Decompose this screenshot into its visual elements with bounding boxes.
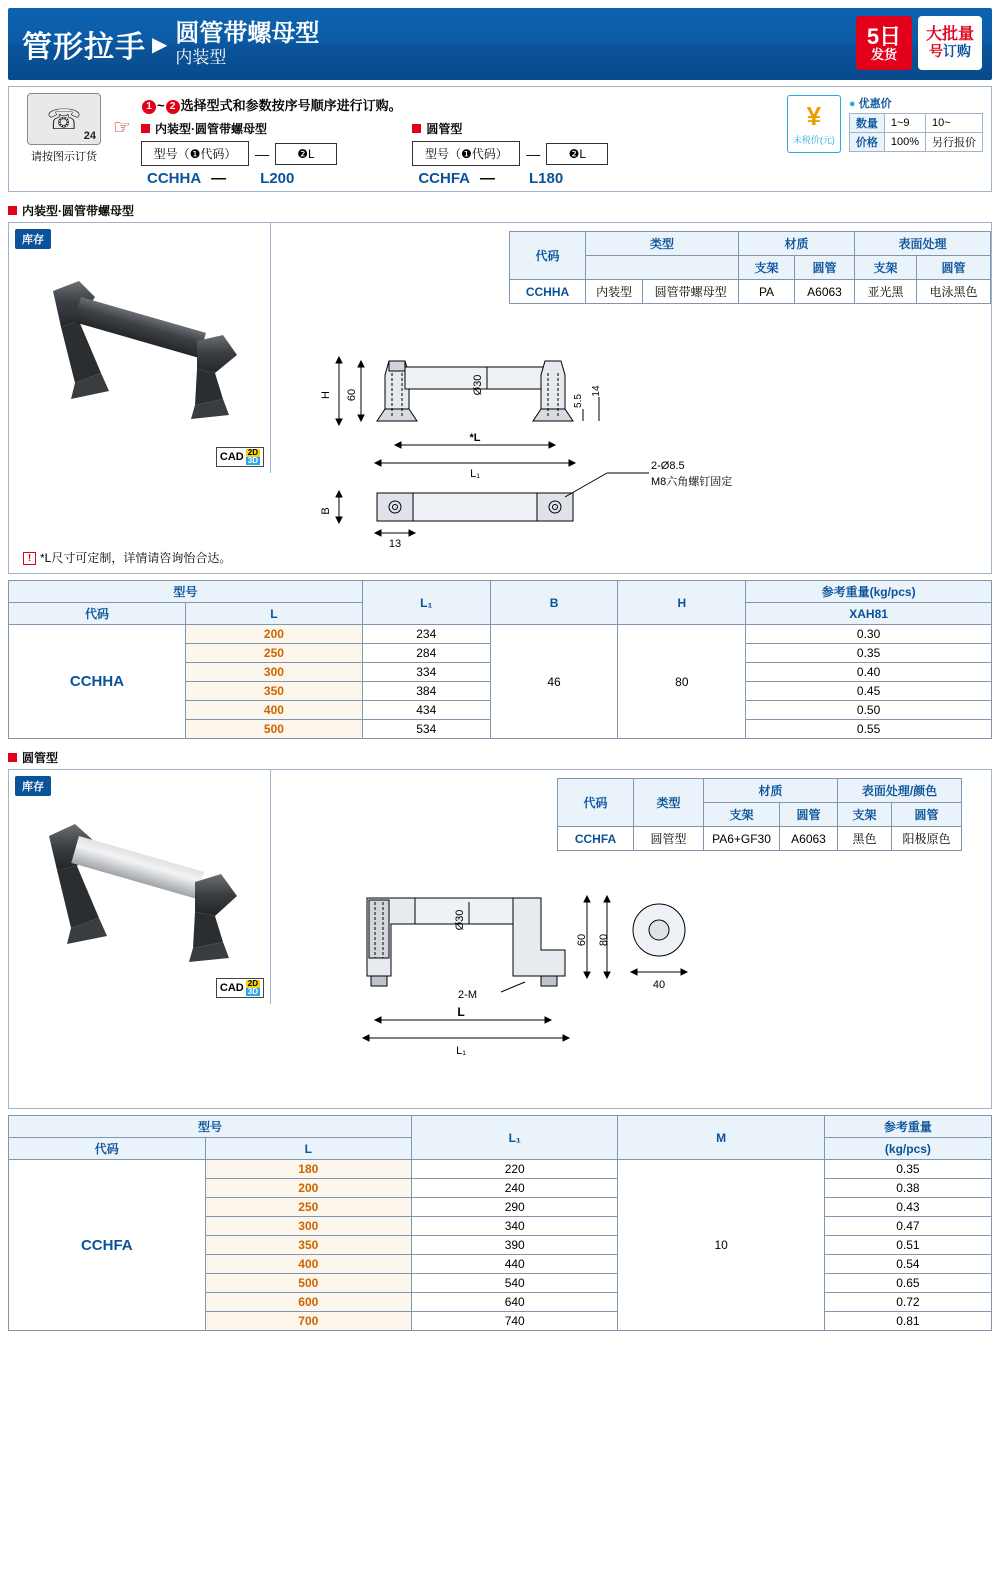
- telephone-icon: ☏ 24: [27, 93, 101, 145]
- order-variant-a: [141, 120, 337, 187]
- t1-h-weight: 参考重量(kg/pcs): [746, 581, 992, 603]
- stock-badge: 库存: [15, 229, 51, 249]
- page-title: 管形拉手: [22, 31, 146, 64]
- dim-L1: L₁: [470, 468, 480, 480]
- t2-r0-L: 180: [205, 1160, 411, 1179]
- t1-r0-w: 0.30: [746, 625, 992, 644]
- t2-M: 10: [618, 1160, 824, 1331]
- variant-a-title-text: 内装型·圆管带螺母型: [155, 122, 267, 136]
- product-photo-tube-type: [9, 770, 269, 1002]
- section-1-label: [8, 202, 992, 219]
- t2-r0-w: 0.35: [824, 1160, 991, 1179]
- catalog-page: [0, 8, 1000, 1572]
- t2-h-weight-1: 参考重量: [824, 1116, 991, 1138]
- t2-r1-L1: 240: [412, 1179, 618, 1198]
- spec2-h-type: 类型: [634, 779, 704, 827]
- subtitle-line-2: 内装型: [175, 48, 227, 68]
- price-yen-icon-box: [787, 95, 841, 153]
- t2-r2-w: 0.43: [824, 1198, 991, 1217]
- dim-starL: *L: [469, 432, 481, 444]
- variant-b-length-box[interactable]: ❷L: [546, 143, 608, 165]
- table-row: [9, 625, 992, 644]
- variant-a-length-box[interactable]: ❷L: [275, 143, 337, 165]
- t1-h-model: 型号: [9, 581, 363, 603]
- t2-r6-w: 0.65: [824, 1274, 991, 1293]
- spec2-h-material: 材质: [704, 779, 838, 803]
- badge-days-number: 5日: [866, 23, 902, 49]
- variant-b-example-dash: —: [480, 170, 496, 187]
- cad-2d-label: 2D: [247, 448, 258, 457]
- spec-sur-tube: 电泳黑色: [917, 280, 991, 304]
- t2-r3-L: 300: [205, 1217, 411, 1236]
- cad-format-icons: [246, 980, 260, 996]
- spec2-sur-tube: 阳极原色: [892, 827, 962, 851]
- dim-d30: Ø30: [472, 374, 484, 396]
- spec2-mat-tube: A6063: [780, 827, 838, 851]
- t1-r3-w: 0.45: [746, 682, 992, 701]
- price-row-qty: [849, 114, 982, 133]
- spec-h-code: 代码: [510, 232, 586, 280]
- t1-r5-w: 0.55: [746, 720, 992, 739]
- dim-5p5: 5.5: [573, 394, 584, 408]
- spec-type-2: 圆管带螺母型: [643, 280, 739, 304]
- section-2-label: [8, 749, 992, 766]
- price-table-wrap: [849, 95, 983, 153]
- t1-r1-L1: 284: [362, 644, 490, 663]
- cad-label: CAD: [219, 982, 244, 994]
- price-qty-v2: 10~: [926, 114, 983, 133]
- t2-r6-L1: 540: [412, 1274, 618, 1293]
- t1-r2-L: 300: [185, 663, 362, 682]
- dim-H: H: [320, 391, 332, 399]
- section-2-panel: [8, 769, 992, 1109]
- header-badges: [856, 16, 982, 70]
- spec-h-surface: 表面处理: [855, 232, 991, 256]
- section-1-drawing: [277, 333, 747, 556]
- product-photo-internal-type: [9, 223, 269, 471]
- table2-header-row-1: [9, 1116, 992, 1138]
- section-2-label-text: 圆管型: [22, 751, 59, 765]
- drawing-tube-type: [329, 880, 749, 1080]
- spec2-mat-bracket: PA6+GF30: [704, 827, 780, 851]
- spec-code: CCHHA: [510, 280, 586, 304]
- dim2-80: 80: [598, 933, 610, 947]
- price-qty-v1: 1~9: [884, 114, 925, 133]
- badge-bulk-text: 订购: [943, 43, 971, 60]
- cad-label: CAD: [219, 451, 244, 463]
- yen-symbol: ¥: [806, 100, 822, 131]
- t1-r3-L: 350: [185, 682, 362, 701]
- section-1-panel: [8, 222, 992, 574]
- price-tax-note: 未税价(元): [792, 134, 835, 145]
- t2-r2-L: 250: [205, 1198, 411, 1217]
- badge-bulk-order: [918, 16, 982, 70]
- dimension-table-cchha: [8, 580, 992, 739]
- page-header: [8, 8, 992, 80]
- t2-r8-L1: 740: [412, 1312, 618, 1331]
- badge-bulk-mark: 号: [929, 43, 943, 60]
- spec2-type-1: 圆管型: [634, 827, 704, 851]
- t2-r0-L1: 220: [412, 1160, 618, 1179]
- t2-r7-w: 0.72: [824, 1293, 991, 1312]
- dim2-L: L: [457, 1005, 465, 1019]
- spec-data-row: [510, 280, 991, 304]
- badge-shipping-days: [856, 16, 912, 70]
- t2-r4-w: 0.51: [824, 1236, 991, 1255]
- t1-h-B: B: [490, 581, 618, 625]
- t1-H: 80: [618, 625, 746, 739]
- t2-r8-w: 0.81: [824, 1312, 991, 1331]
- variant-a-example-length: L200: [260, 170, 295, 187]
- t1-r2-w: 0.40: [746, 663, 992, 682]
- order-instructions: [141, 95, 608, 187]
- variant-b-title-text: 圆管型: [426, 122, 463, 136]
- spec-h-bracket-mat: 支架: [739, 256, 795, 280]
- section-1-note: [23, 549, 231, 566]
- t1-r2-L1: 334: [362, 663, 490, 682]
- dim-B: B: [320, 507, 332, 515]
- price-price-label: 价格: [849, 133, 884, 152]
- spec2-h-surface: 表面处理/颜色: [838, 779, 962, 803]
- price-header-text: 优惠价: [858, 98, 892, 110]
- spec2-code: CCHFA: [558, 827, 634, 851]
- t2-r5-L: 400: [205, 1255, 411, 1274]
- spec2-header-row-1: [558, 779, 962, 803]
- badge-bulk-line-1: 大批量: [925, 26, 974, 44]
- t1-r4-L1: 434: [362, 701, 490, 720]
- spec-h-material: 材质: [739, 232, 855, 256]
- variant-a-dash: —: [255, 145, 269, 162]
- price-table: [849, 113, 983, 152]
- section-1-label-text: 内装型·圆管带螺母型: [22, 204, 134, 218]
- t1-h-code: 代码: [9, 603, 186, 625]
- bullet-dot-icon: ●: [848, 98, 856, 110]
- t1-code: CCHHA: [9, 625, 186, 739]
- dim-13: 13: [388, 538, 402, 550]
- price-block: [787, 95, 983, 153]
- spec2-h-code: 代码: [558, 779, 634, 827]
- variant-b-example-code: CCHFA: [418, 170, 471, 187]
- t2-r1-L: 200: [205, 1179, 411, 1198]
- title-arrow-icon: ▶: [152, 33, 168, 56]
- price-price-v2: 另行报价: [926, 133, 983, 152]
- spec2-data-row: [558, 827, 962, 851]
- price-table-header: [849, 95, 983, 111]
- bullet-square-icon: [8, 753, 17, 762]
- spec2-h-tube-sur: 圆管: [892, 803, 962, 827]
- section-1-photo-cell: [9, 223, 271, 473]
- dimension-table-cchfa: [8, 1115, 992, 1331]
- variant-a-model-box[interactable]: 型号（❶代码）: [141, 141, 249, 166]
- t2-h-code: 代码: [9, 1138, 206, 1160]
- cad-3d-label: 3D: [247, 987, 258, 996]
- order-note-text: 选择型式和参数按序号顺序进行订购。: [180, 98, 402, 113]
- badge-bulk-line-2: [929, 44, 971, 59]
- stock-badge: 库存: [15, 776, 51, 796]
- t2-h-L: L: [205, 1138, 411, 1160]
- t1-r4-w: 0.50: [746, 701, 992, 720]
- t2-r8-L: 700: [205, 1312, 411, 1331]
- variant-a-example-dash: —: [211, 170, 227, 187]
- drawing-internal-type: [277, 333, 747, 553]
- price-price-v1: 100%: [884, 133, 925, 152]
- t1-r3-L1: 384: [362, 682, 490, 701]
- variant-a-title: [141, 120, 337, 137]
- t2-h-M: M: [618, 1116, 824, 1160]
- dim2-40: 40: [652, 979, 666, 991]
- spec-mat-tube: A6063: [795, 280, 855, 304]
- variant-b-model-box[interactable]: 型号（❶代码）: [412, 141, 520, 166]
- bullet-square-icon: [412, 124, 421, 133]
- info-icon: !: [23, 552, 36, 565]
- t2-r7-L: 600: [205, 1293, 411, 1312]
- t2-r3-L1: 340: [412, 1217, 618, 1236]
- t1-r1-L: 250: [185, 644, 362, 663]
- dim2-2M: 2-M: [458, 989, 477, 1001]
- dim2-L1: L₁: [456, 1045, 466, 1057]
- cad-download-badge[interactable]: [216, 447, 264, 467]
- price-qty-label: 数量: [849, 114, 884, 133]
- section-2-drawing: [329, 880, 749, 1083]
- t1-r1-w: 0.35: [746, 644, 992, 663]
- spec-type-1: 内装型: [586, 280, 643, 304]
- variant-b-title: [412, 120, 608, 137]
- dim-60: 60: [346, 388, 358, 402]
- table1-header-row-1: [9, 581, 992, 603]
- section-1-spec-table: [509, 231, 991, 304]
- t1-h-weight-sub: XAH81: [746, 603, 992, 625]
- t2-r1-w: 0.38: [824, 1179, 991, 1198]
- variant-a-example: [141, 170, 337, 187]
- phone-order-cell: [15, 93, 113, 164]
- badge-days-text: 发货: [870, 46, 897, 62]
- t2-r6-L: 500: [205, 1274, 411, 1293]
- t2-r4-L: 350: [205, 1236, 411, 1255]
- t2-r2-L1: 290: [412, 1198, 618, 1217]
- t2-r3-w: 0.47: [824, 1217, 991, 1236]
- phone-order-text: 请按图示订货: [31, 151, 97, 163]
- cad-3d-label: 3D: [247, 456, 258, 465]
- variant-b-dash: —: [526, 145, 541, 162]
- phone-hours-number: 24: [83, 130, 96, 142]
- t2-h-model: 型号: [9, 1116, 412, 1138]
- spec2-h-tube-mat: 圆管: [780, 803, 838, 827]
- section-1-spec-wrap: [509, 231, 991, 304]
- ordering-instruction-box: [8, 86, 992, 192]
- step-2-badge: 2: [166, 100, 180, 114]
- cad-2d-label: 2D: [247, 979, 258, 988]
- section-2-spec-table: [557, 778, 962, 851]
- dim-hole-note: M8六角螺钉固定: [651, 476, 733, 488]
- spec2-sur-bracket: 黑色: [838, 827, 892, 851]
- variant-a-example-code: CCHHA: [147, 170, 202, 187]
- t1-h-L1: L₁: [362, 581, 490, 625]
- variant-a-code-row: [141, 141, 337, 166]
- t1-h-L: L: [185, 603, 362, 625]
- spec-header-row-1: [510, 232, 991, 256]
- dim2-d30: Ø30: [454, 909, 466, 931]
- dim2-60: 60: [576, 933, 588, 947]
- variant-b-example-length: L180: [529, 170, 564, 187]
- t1-h-H: H: [618, 581, 746, 625]
- section-2-spec-wrap: [557, 778, 962, 851]
- subtitle-line-1: 圆管带螺母型: [175, 20, 320, 48]
- bullet-square-icon: [141, 124, 150, 133]
- price-row-price: [849, 133, 982, 152]
- bullet-square-icon: [8, 206, 17, 215]
- t1-r0-L1: 234: [362, 625, 490, 644]
- spec-sur-bracket: 亚光黑: [855, 280, 917, 304]
- t1-B: 46: [490, 625, 618, 739]
- spec-h-bracket-sur: 支架: [855, 256, 917, 280]
- t2-h-L1: L₁: [412, 1116, 618, 1160]
- spec-h-tube-sur: 圆管: [917, 256, 991, 280]
- t2-r4-L1: 390: [412, 1236, 618, 1255]
- pointing-hand-icon: ☞: [113, 117, 131, 139]
- t2-h-weight-2: (kg/pcs): [824, 1138, 991, 1160]
- order-variant-b: [412, 120, 608, 187]
- cad-download-badge[interactable]: [216, 978, 264, 998]
- spec-mat-bracket: PA: [739, 280, 795, 304]
- spec2-h-bracket-sur: 支架: [838, 803, 892, 827]
- t2-r5-L1: 440: [412, 1255, 618, 1274]
- t1-r4-L: 400: [185, 701, 362, 720]
- cad-format-icons: [246, 449, 260, 465]
- dim-hole: 2-Ø8.5: [651, 460, 685, 472]
- step-1-badge: 1: [142, 100, 156, 114]
- section-1-note-text: *L尺寸可定制，详情请咨询怡合达。: [40, 551, 232, 565]
- section-2-photo-cell: [9, 770, 271, 1004]
- t1-r5-L1: 534: [362, 720, 490, 739]
- variant-b-example: [412, 170, 608, 187]
- dim-14: 14: [591, 385, 602, 397]
- t1-r0-L: 200: [185, 625, 362, 644]
- page-subtitle: [175, 20, 319, 67]
- t1-r5-L: 500: [185, 720, 362, 739]
- t2-r7-L1: 640: [412, 1293, 618, 1312]
- variant-b-code-row: [412, 141, 608, 166]
- spec-h-tube-mat: 圆管: [795, 256, 855, 280]
- t2-code: CCHFA: [9, 1160, 206, 1331]
- spec-h-type: 类型: [586, 232, 739, 256]
- t2-r5-w: 0.54: [824, 1255, 991, 1274]
- order-step-note: 1 ~ 2 选择型式和参数按序号顺序进行订购。: [141, 95, 608, 114]
- table-row: [9, 1160, 992, 1179]
- spec2-h-bracket-mat: 支架: [704, 803, 780, 827]
